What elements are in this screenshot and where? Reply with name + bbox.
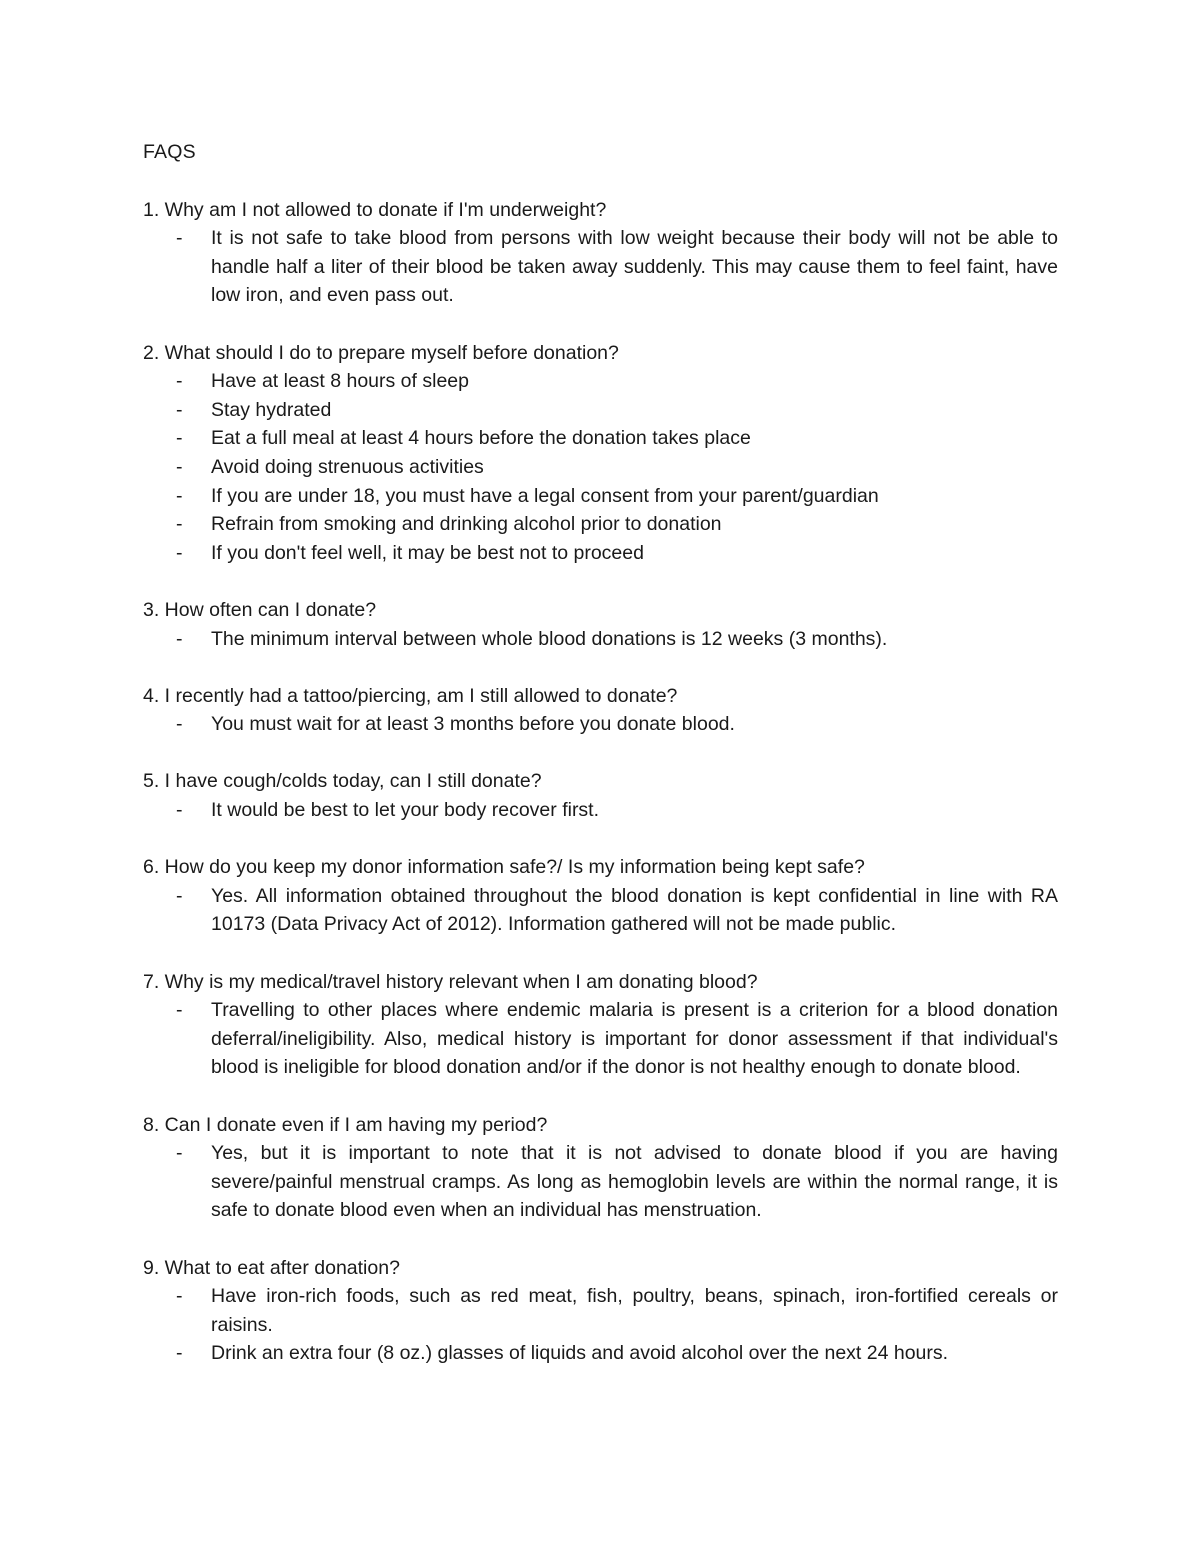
bullet-dash: - [176,999,183,1022]
faq-answer-list [143,996,1063,1082]
faq-question: 6. How do you keep my donor information safe?/ Is my information being kept safe? [143,856,865,879]
faq-answer: - If you don't feel well, it may be best not to proceed [143,539,1063,568]
bullet-dash: - [176,398,183,421]
faq-item-1 [143,196,1063,310]
faq-answer: - Avoid doing strenuous activities [143,453,1063,482]
faq-answer-list [143,1139,1063,1225]
faq-answer: - Travelling to other places where endemic malaria is present is a criterion for a blood donation deferral/ineligibility. Also, medical history is important for donor assessment if that individual's blood is ineligible for blood donation and/or if the donor is not healthy enough to donate blood. [143,996,1063,1082]
faq-item-8 [143,1111,1063,1225]
faq-answer: - The minimum interval between whole blood donations is 12 weeks (3 months). [143,625,1063,654]
faq-answer-list [143,796,1063,825]
bullet-dash: - [176,627,183,650]
faq-answer-list [143,710,1063,739]
faq-answer: - Refrain from smoking and drinking alcohol prior to donation [143,510,1063,539]
faq-question: 9. What to eat after donation? [143,1256,400,1279]
bullet-dash: - [176,1285,183,1308]
faq-question: 3. How often can I donate? [143,598,377,621]
faq-answer: - Yes. All information obtained throughout the blood donation is kept confidential in line with RA 10173 (Data Privacy Act of 2012). Information gathered will not be made public. [143,882,1063,939]
bullet-dash: - [176,513,183,536]
faq-answer: - If you are under 18, you must have a legal consent from your parent/guardian [143,482,1063,511]
bullet-dash: - [176,370,183,393]
faq-question: 1. Why am I not allowed to donate if I'm underweight? [143,198,607,221]
bullet-dash: - [176,1142,183,1165]
faq-item-9 [143,1254,1063,1368]
faq-item-6 [143,853,1063,939]
faq-question: 5. I have cough/colds today, can I still donate? [143,770,542,793]
faq-item-7 [143,968,1063,1082]
bullet-dash: - [176,227,183,250]
faq-answer: - It would be best to let your body recover first. [143,796,1063,825]
faq-question: 2. What should I do to prepare myself before donation? [143,341,619,364]
faq-answer: - It is not safe to take blood from persons with low weight because their body will not be able to handle half a liter of their blood be taken away suddenly. This may cause them to feel faint, have low iron, and even pass out. [143,224,1063,310]
faq-answer: - You must wait for at least 3 months before you donate blood. [143,710,1063,739]
faq-answer-list [143,224,1063,310]
faq-answer-list [143,625,1063,654]
faq-item-5 [143,767,1063,824]
faq-answer: - Yes, but it is important to note that it is not advised to donate blood if you are having severe/painful menstrual cramps. As long as hemoglobin levels are within the normal range, it is safe to donate blood even when an individual has menstruation. [143,1139,1063,1225]
bullet-dash: - [176,713,183,736]
faq-answer: - Drink an extra four (8 oz.) glasses of liquids and avoid alcohol over the next 24 hours. [143,1339,1063,1368]
bullet-dash: - [176,455,183,478]
faq-answer-list [143,1282,1063,1368]
faq-question: 4. I recently had a tattoo/piercing, am I still allowed to donate? [143,684,678,707]
faq-item-2 [143,339,1063,568]
faq-answer-list [143,882,1063,939]
faq-answer: - Have at least 8 hours of sleep [143,367,1063,396]
faq-question: 7. Why is my medical/travel history relevant when I am donating blood? [143,970,758,993]
faq-answer: - Eat a full meal at least 4 hours before the donation takes place [143,424,1063,453]
faq-answer: - Stay hydrated [143,396,1063,425]
bullet-dash: - [176,884,183,907]
faq-item-4 [143,682,1063,739]
bullet-dash: - [176,1342,183,1365]
faq-answer-list [143,367,1063,567]
document-title: FAQS [143,141,196,163]
bullet-dash: - [176,799,183,822]
document-page [143,138,1063,1397]
bullet-dash: - [176,427,183,450]
bullet-dash: - [176,484,183,507]
faq-answer: - Have iron-rich foods, such as red meat, fish, poultry, beans, spinach, iron-fortified cereals or raisins. [143,1282,1063,1339]
faq-item-3 [143,596,1063,653]
bullet-dash: - [176,541,183,564]
faq-question: 8. Can I donate even if I am having my period? [143,1113,548,1136]
